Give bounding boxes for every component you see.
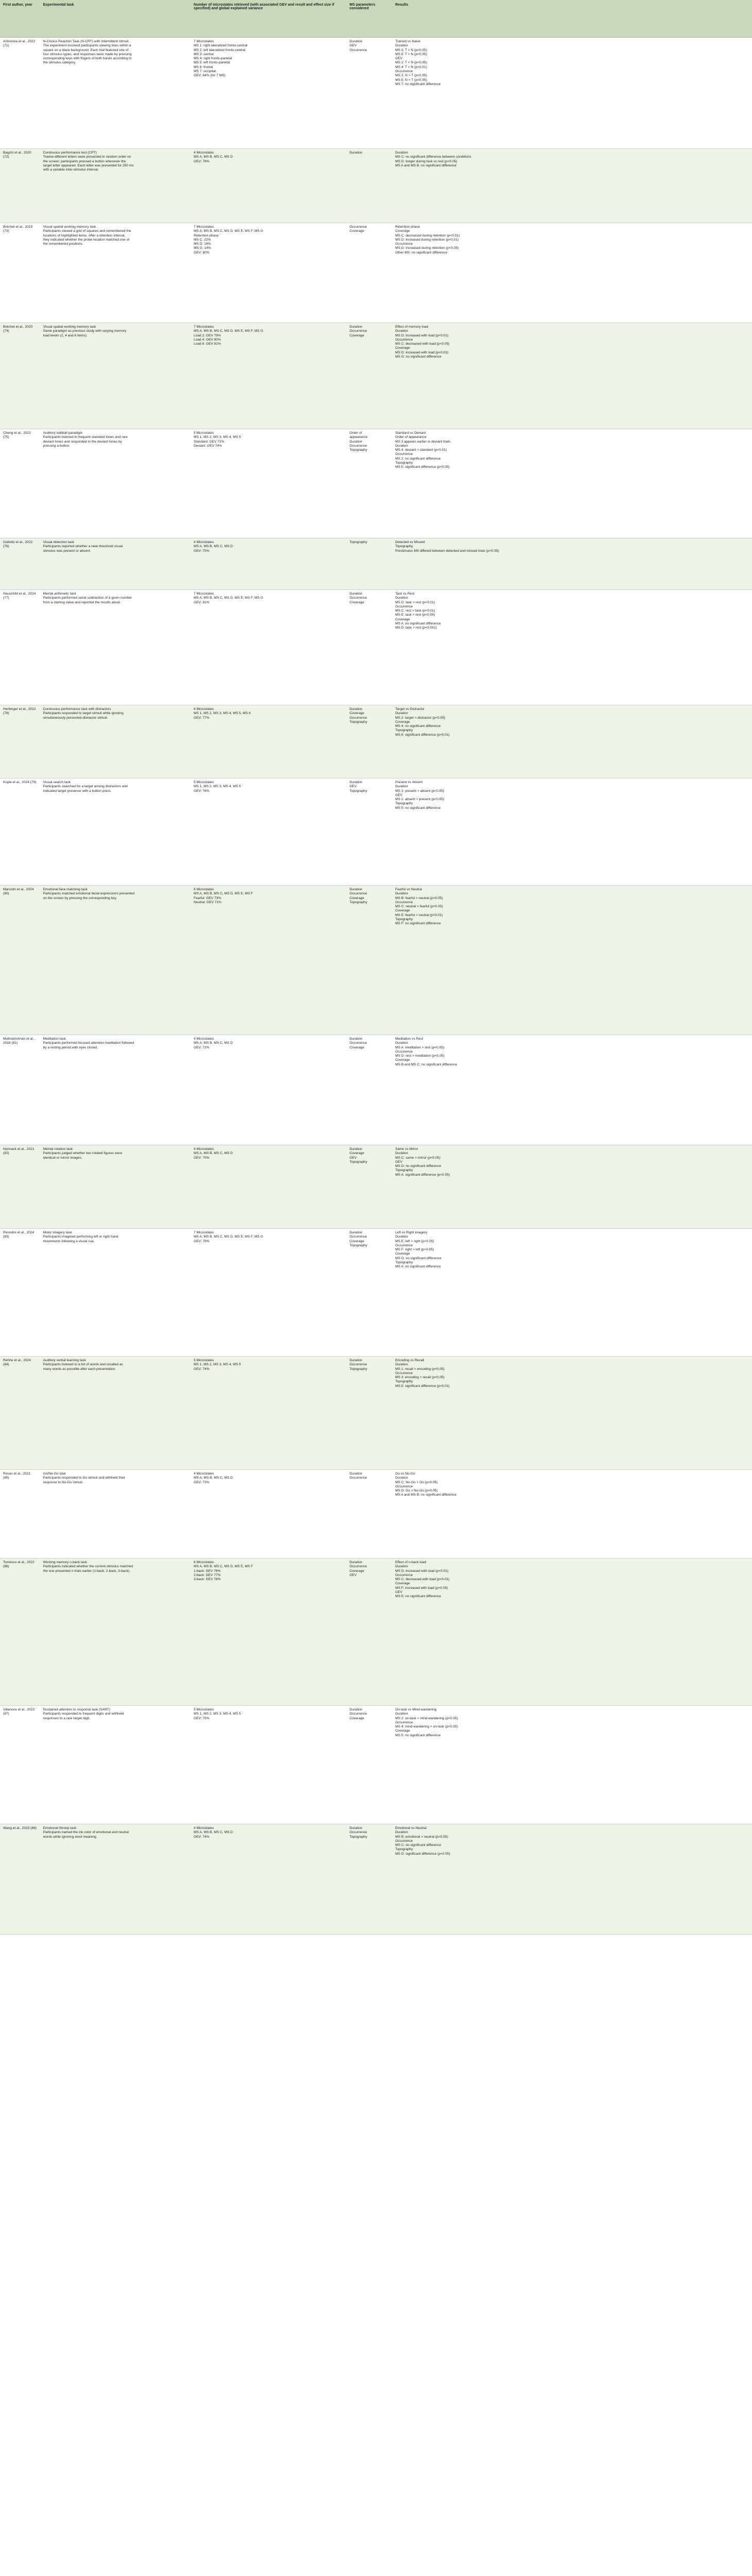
author-cell: Kuyla et al., 2024 (79) <box>0 778 40 886</box>
parameters-cell: Duration Occurrence Coverage <box>347 1706 392 1824</box>
header-author: First author, year <box>0 0 40 38</box>
microstates-cell: 7 Microstates MS A, MS B, MS C, MS D, MS E, MS F, MS G GEV: 79% <box>191 1229 346 1357</box>
table-row <box>0 590 752 705</box>
author-cell: Nonnack et al., 2021 (82) <box>0 1145 40 1229</box>
author-cell: Hauschild et al., 2024 (77) <box>0 590 40 705</box>
results-cell: Detected vs Missed Topography Prestimulus MS differed between detected and missed trials (p<0.05) <box>392 538 752 590</box>
results-cell: Fearful vs Neutral Duration MS B: fearful > neutral (p<0.05) Occurrence MS C: neutral > fearful (p<0.05) Coverage MS E: fearful > neutral (p<0.01) Topography MS F: no significant difference <box>392 886 752 1035</box>
results-cell: Meditation vs Rest Duration MS A: meditation > rest (p<0.05) Occurrence MS D: rest > meditation (p<0.05) Coverage MS B and MS C: no significant difference <box>392 1035 752 1145</box>
parameters-cell: Duration Occurrence Coverage <box>347 1035 392 1145</box>
parameters-cell: Duration Occurrence Coverage <box>347 323 392 429</box>
author-cell: Bréchet et al., 2020 (74) <box>0 323 40 429</box>
results-cell: Duration MS C: no significant difference between conditions MS D: longer during task vs rest (p<0.05) MS A and MS B: no significant difference <box>392 149 752 223</box>
table-row <box>0 538 752 590</box>
microstates-cell: 4 Microstates MS A, MS B, MS C, MS D GEV: 70% <box>191 1145 346 1229</box>
task-cell: Visual detection task Participants reported whether a near-threshold visual stimulus was present or absent. <box>40 538 191 590</box>
parameters-cell: Duration GEV Occurrence <box>347 38 392 149</box>
header-microstates: Number of microstates retrieved (with associated GEV and result and effect size if specified) and global explained variance <box>191 0 346 38</box>
table-row <box>0 429 752 538</box>
author-cell: Marcolin et al., 2024 (80) <box>0 886 40 1035</box>
microstates-cell: 7 Microstates MS A, MS B, MS C, MS D, MS E, MS F, MS G GEV: 81% <box>191 590 346 705</box>
parameters-cell: Duration Occurrence Coverage <box>347 590 392 705</box>
table-header <box>0 0 752 38</box>
author-cell: Pirondini et al., 2024 (83) <box>0 1229 40 1357</box>
table-row <box>0 1145 752 1229</box>
results-cell: Go vs No-Go Duration MS C: No-Go > Go (p<0.05) Occurrence MS D: Go > No-Go (p<0.05) MS A and MS B: no significant difference <box>392 1470 752 1558</box>
table-row <box>0 223 752 323</box>
task-cell: Auditory oddball paradigm Participants listened to frequent standard tones and rare deviant tones and responded to the deviant tones by pressing a button. <box>40 429 191 538</box>
task-cell: Visual spatial working memory task Participants viewed a grid of squares and remembered the locations of highlighted items. After a retention interval, they indicated whether the probe location matched one of the remembered positions. <box>40 223 191 323</box>
table-body <box>0 38 752 1935</box>
table-row <box>0 1824 752 1935</box>
microstates-cell: 7 Microstates MS 1: right lateralized fronto-central MS 2: left lateralized fronto-central MS 3: central MS 4: right fronto-parietal MS 5: left fronto-parietal MS 6: frontal MS 7: occipital GEV: 64% (for 7 MS) <box>191 38 346 149</box>
author-cell: Villanova et al., 2023 (87) <box>0 1706 40 1824</box>
parameters-cell: Duration Occurrence Coverage Topography <box>347 886 392 1035</box>
results-cell: Same vs Mirror Duration MS C: same > mirror (p<0.05) GEV MS D: no significant difference Topography MS A: significant difference (p<0.05) <box>392 1145 752 1229</box>
table-row <box>0 38 752 149</box>
author-cell: Rosas et al., 2021 (85) <box>0 1470 40 1558</box>
microstates-cell: 4 Microstates MS A, MS B, MS C, MS D GEV: 74% <box>191 1824 346 1935</box>
results-cell: Standard vs Deviant Order of appearance MS 3 appears earlier in deviant trials Duration MS 4: deviant > standard (p<0.01) Occurrence MS 2: no significant difference Topography MS 5: significant difference (p<0.05) <box>392 429 752 538</box>
header-parameters: MS parameters considered <box>347 0 392 38</box>
parameters-cell: Duration Occurrence <box>347 1470 392 1558</box>
task-cell: Sustained attention to response task (SART) Participants responded to frequent digits and withheld responses to a rare target digit. <box>40 1706 191 1824</box>
microstates-cell: 7 Microstates MS A, MS B, MS C, MS D, MS E, MS F, MS G Load 2: GEV 79% Load 4: GEV 80% Load 6: GEV 81% <box>191 323 346 429</box>
task-cell: Mental arithmetic task Participants performed serial subtraction of a given number from a starting value and reported the results aloud. <box>40 590 191 705</box>
microstates-cell: 6 Microstates MS 1, MS 2, MS 3, MS 4, MS 5, MS 6 GEV: 77% <box>191 705 346 778</box>
microstates-cell: 5 Microstates MS 1, MS 2, MS 3, MS 4, MS 5 GEV: 76% <box>191 778 346 886</box>
microstates-cell: 4 Microstates MS A, MS B, MS C, MS D GEV: 73% <box>191 1470 346 1558</box>
author-cell: Cheng et al., 2022 (75) <box>0 429 40 538</box>
task-cell: Emotional face matching task Participants matched emotional facial expressions presented on the screen by pressing the corresponding key. <box>40 886 191 1035</box>
task-cell: Continuous performance task with distractors Participants responded to target stimuli while ignoring simultaneously presented distractor stimuli. <box>40 705 191 778</box>
results-cell: Trained vs Naive Duration MS 3: T > N (p<0.05) MS 6: T > N (p<0.05) GEV MS 1: T > N (p<0.05) MS 4: T > N (p<0.01) Occurrence MS 2: N > T (p<0.05) MS 5: N > T (p<0.05) MS 7: no significant difference <box>392 38 752 149</box>
author-cell: Gallotto et al., 2022 (76) <box>0 538 40 590</box>
task-cell: Go/No-Go task Participants responded to Go stimuli and withheld their response to No-Go stimuli. <box>40 1470 191 1558</box>
author-cell: Antonova et al., 2022 (71) <box>0 38 40 149</box>
author-cell: Muthukrishnan et al., 2016 (81) <box>0 1035 40 1145</box>
parameters-cell: Order of appearance Duration Occurrence Topography <box>347 429 392 538</box>
author-cell: Wang et al., 2023 (88) <box>0 1824 40 1935</box>
microstates-cell: 6 Microstates MS A, MS B, MS C, MS D, MS E, MS F 1-back: GEV 76% 2-back: GEV 77% 3-back: GEV 78% <box>191 1558 346 1706</box>
microstates-cell: 4 Microstates MS A, MS B, MS C, MS D GEV: 72% <box>191 1035 346 1145</box>
task-cell: Meditation task Participants performed focused attention meditation followed by a resting period with eyes closed. <box>40 1035 191 1145</box>
microstates-cell: 5 Microstates MS 1, MS 2, MS 3, MS 4, MS 5 Standard: GEV 72% Deviant: GEV 74% <box>191 429 346 538</box>
table-row <box>0 1470 752 1558</box>
table-row <box>0 149 752 223</box>
parameters-cell: Duration Occurrence Coverage GEV <box>347 1558 392 1706</box>
task-cell: Emotional Stroop task Participants named the ink color of emotional and neutral words while ignoring word meaning. <box>40 1824 191 1935</box>
task-cell: Visual spatial working memory task Same paradigm as previous study with varying memory load levels (2, 4 and 6 items). <box>40 323 191 429</box>
results-cell: Target vs Distractor Duration MS 2: target > distractor (p<0.05) Coverage MS 4: no significant difference Topography MS 6: significant difference (p<0.01) <box>392 705 752 778</box>
results-cell: Emotional vs Neutral Duration MS B: emotional > neutral (p<0.05) Occurrence MS C: no significant difference Topography MS D: significant difference (p<0.05) <box>392 1824 752 1935</box>
results-cell: Effect of n-back load Duration MS D: increased with load (p<0.01) Occurrence MS C: decreased with load (p<0.01) Coverage MS F: increased with load (p<0.05) GEV MS E: no significant difference <box>392 1558 752 1706</box>
results-cell: Retention phase Coverage MS C: decreased during retention (p<0.01) MS D: increased during retention (p<0.01) Occurrence MS G: increased during retention (p<0.05) Other MS: no significant difference <box>392 223 752 323</box>
results-cell: On-task vs Mind-wandering Duration MS 2: on-task > mind-wandering (p<0.05) Occurrence MS 4: mind-wandering > on-task (p<0.05) Coverage MS 5: no significant difference <box>392 1706 752 1824</box>
results-cell: Left vs Right imagery Duration MS E: left > right (p<0.05) Occurrence MS F: right > left (p<0.05) Coverage MS G: no significant difference Topography MS A: no significant difference <box>392 1229 752 1357</box>
table-row <box>0 1558 752 1706</box>
microstates-cell: 5 Microstates MS 1, MS 2, MS 3, MS 4, MS 5 GEV: 74% <box>191 1357 346 1470</box>
table-row <box>0 705 752 778</box>
table-row <box>0 323 752 429</box>
task-cell: Mental rotation task Participants judged whether two rotated figures were identical or mirror images. <box>40 1145 191 1229</box>
task-cell: Auditory verbal learning task Participants listened to a list of words and recalled as many words as possible after each presentation. <box>40 1357 191 1470</box>
task-cell: N-Choice Reaction Task (N-CRT) with intermittent stimuli The experiment involved participants viewing lines within a square on a black background. Each trial featured one of four stimulus types, and responses were made by pressing corresponding keys with fingers of both hands according to the stimulus category. <box>40 38 191 149</box>
task-cell: Visual search task Participants searched for a target among distractors and indicated target presence with a button press. <box>40 778 191 886</box>
parameters-cell: Duration Coverage Occurrence Topography <box>347 705 392 778</box>
table-row <box>0 1229 752 1357</box>
table-row <box>0 1706 752 1824</box>
results-cell: Present vs Absent Duration MS 3: present > absent (p<0.05) GEV MS 1: absent > present (p<0.05) Topography MS 5: no significant difference <box>392 778 752 886</box>
parameters-cell: Duration <box>347 149 392 223</box>
header-task: Experimental task <box>40 0 191 38</box>
microstates-cell: 7 Microstates MS A, MS B, MS C, MS D, MS E, MS F, MS G Retention phase: MS C: 22% MS D: 18% MS G: 14% GEV: 80% <box>191 223 346 323</box>
table-row <box>0 1357 752 1470</box>
parameters-cell: Duration Occurrence Topography <box>347 1357 392 1470</box>
task-cell: Continuous performance test (CPT) Twelve different letters were presented in random order on the screen; participants pressed a button whenever the target letter appeared. Each letter was presented for 250 ms with a variable inter-stimulus interval. <box>40 149 191 223</box>
results-cell: Encoding vs Recall Duration MS 1: recall > encoding (p<0.05) Occurrence MS 3: encoding > recall (p<0.05) Topography MS 5: significant difference (p<0.01) <box>392 1357 752 1470</box>
author-cell: Tomescu et al., 2022 (86) <box>0 1558 40 1706</box>
parameters-cell: Occurrence Coverage <box>347 223 392 323</box>
task-cell: Motor imagery task Participants imagined performing left or right hand movements following a visual cue. <box>40 1229 191 1357</box>
parameters-cell: Duration Occurrence Coverage Topography <box>347 1229 392 1357</box>
parameters-cell: Duration Occurrence Topography <box>347 1824 392 1935</box>
table-row <box>0 886 752 1035</box>
parameters-cell: Topography <box>347 538 392 590</box>
author-cell: Herbinger et al., 2022 (78) <box>0 705 40 778</box>
results-cell: Task vs Rest Duration MS D: task > rest (p<0.01) Occurrence MS C: rest > task (p<0.01) MS E: task > rest (p<0.05) Coverage MS A: no significant difference MS D: task > rest (p<0.001) <box>392 590 752 705</box>
parameters-cell: Duration GEV Topography <box>347 778 392 886</box>
header-results: Results <box>392 0 752 38</box>
table-row <box>0 778 752 886</box>
table-row <box>0 1035 752 1145</box>
microstates-cell: 6 Microstates MS A, MS B, MS C, MS D, MS E, MS F Fearful: GEV 73% Neutral: GEV 71% <box>191 886 346 1035</box>
results-cell: Effect of memory load Duration MS D: increased with load (p<0.01) Occurrence MS C: decreased with load (p<0.05) Coverage MS D: increased with load (p<0.01) MS G: no significant difference <box>392 323 752 429</box>
author-cell: Rehhe et al., 2024 (84) <box>0 1357 40 1470</box>
microstates-cell: 5 Microstates MS 1, MS 2, MS 3, MS 4, MS 5 GEV: 75% <box>191 1706 346 1824</box>
parameters-cell: Duration Coverage GEV Topography <box>347 1145 392 1229</box>
microstates-cell: 4 Microstates MS A, MS B, MS C, MS D GEV: 78% <box>191 149 346 223</box>
microstates-cell: 4 Microstates MS A, MS B, MS C, MS D GEV: 75% <box>191 538 346 590</box>
author-cell: Bagchi et al., 2020 (72) <box>0 149 40 223</box>
author-cell: Bréchet et al., 2019 (73) <box>0 223 40 323</box>
task-cell: Working memory n-back task Participants indicated whether the current stimulus matched the one presented n trials earlier (1-back, 2-back, 3-back). <box>40 1558 191 1706</box>
